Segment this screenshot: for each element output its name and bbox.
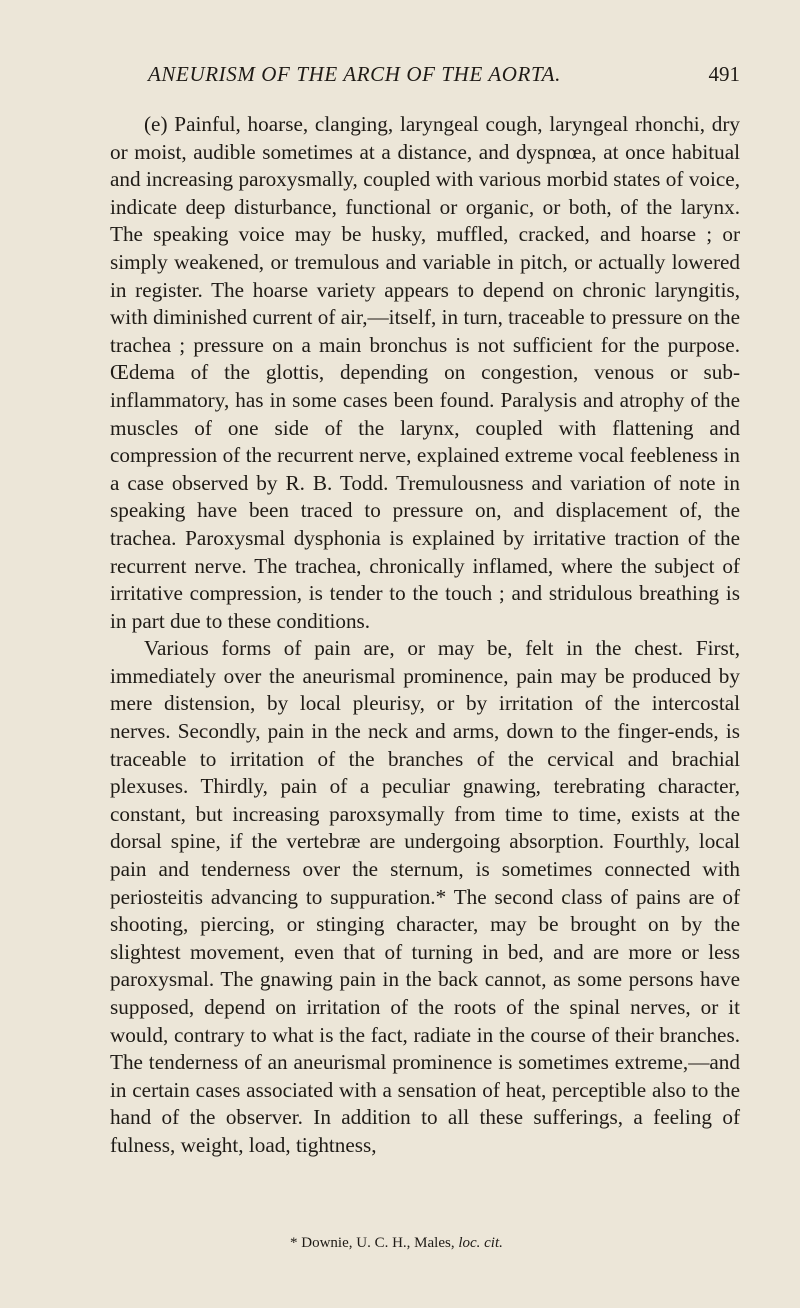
paragraph: Various forms of pain are, or may be, felt in the chest. First, immediately over the aneurismal prominence, pain may be produced by mere distension, by local pleurisy, or by irritation of the intercostal nerves. Secondly, pain in the neck and arms, down to the finger-ends, is traceable to irritation of the branches of the cervical and brachial plexuses. Thirdly, pain of a peculiar gnawing, terebrating character, constant, but increasing paroxsymally from time to time, exists at the dorsal spine, if the vertebræ are undergoing absorption. Fourthly, local pain and tenderness over the sternum, is sometimes connected with periosteitis advancing to suppuration.* The second class of pains are of shooting, piercing, or stinging character, may be brought on by the slightest movement, even that of turning in bed, and are more or less paroxysmal. The gnawing pain in the back cannot, as some persons have supposed, depend on irritation of the roots of the spinal nerves, or it would, contrary to what is the fact, radiate in the course of their branches. The tenderness of an aneurismal prominence is sometimes extreme,—and in certain cases associated with a sensation of heat, perceptible also to the hand of the observer. In addition to all these sufferings, a feeling of fulness, weight, load, tightness, bbox=[110, 636, 740, 1157]
footnote-marker: * bbox=[290, 1235, 298, 1251]
running-head bbox=[148, 62, 740, 92]
running-title: ANEURISM OF THE ARCH OF THE AORTA. bbox=[148, 62, 561, 86]
footnote-text: Downie, U. C. H., Males, bbox=[301, 1235, 455, 1251]
page-number: 491 bbox=[708, 62, 740, 86]
footnote-ref: loc. cit. bbox=[458, 1235, 503, 1251]
footnote bbox=[110, 1234, 740, 1252]
body-text bbox=[110, 111, 740, 1160]
paragraph: (e) Painful, hoarse, clanging, laryngeal cough, laryngeal rhonchi, dry or moist, audible sometimes at a distance, and dyspnœa, at once habitual and increasing paroxysmally, coupled with various morbid states of voice, indicate deep disturbance, functional or organic, or both, of the larynx. The speaking voice may be husky, muffled, cracked, and hoarse ; or simply weakened, or tremulous and variable in pitch, or actually lowered in register. The hoarse variety appears to depend on chronic laryngitis, with diminished current of air,—itself, in turn, traceable to pressure on the trachea ; pressure on a main bronchus is not sufficient for the purpose. Œdema of the glottis, depending on congestion, venous or sub-inflammatory, has in some cases been found. Paralysis and atrophy of the muscles of one side of the larynx, coupled with flattening and compression of the recurrent nerve, explained extreme vocal feebleness in a case observed by R. B. Todd. Tremulousness and variation of note in speaking have been traced to pressure on, and displacement of, the trachea. Paroxysmal dysphonia is explained by irritative traction of the recurrent nerve. The trachea, chronically inflamed, where the subject of irritative compression, is tender to the touch ; and stridulous breathing is in part due to these conditions. bbox=[110, 112, 740, 633]
